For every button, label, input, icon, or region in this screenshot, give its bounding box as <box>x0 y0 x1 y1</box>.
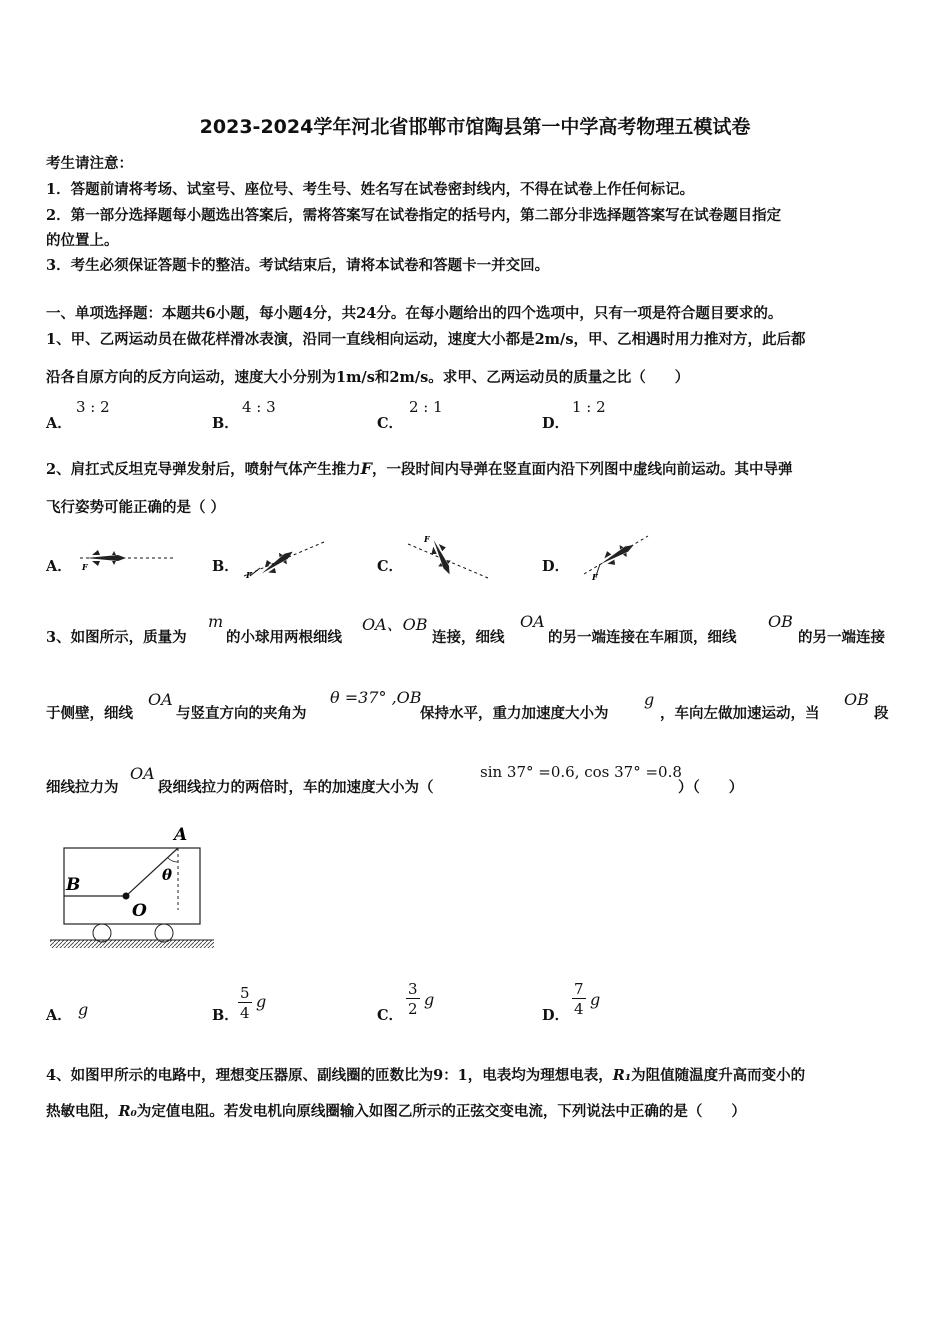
q1-option-c-value: 2 : 1 <box>409 398 443 416</box>
q3-math: θ =37° ,OB <box>330 688 422 707</box>
question-3-text: 段 <box>874 705 889 722</box>
question-3-text: 的小球用两根细线 <box>226 629 342 646</box>
section-heading: 一、单项选择题：本题共6小题，每小题4分，共24分。在每小题给出的四个选项中，只有一项是符合题目要求的。 <box>46 305 783 322</box>
question-3-text: 连接，细线 <box>432 629 505 646</box>
question-1-text: 1、甲、乙两运动员在做花样滑冰表演，沿同一直线相向运动，速度大小都是2m/s，甲、乙相遇时用力推对方，此后都 <box>46 331 806 348</box>
question-3-text: 细线拉力为 <box>46 779 119 796</box>
q2-option-a-label: A． <box>46 558 72 575</box>
notice-item: 的位置上。 <box>46 232 119 249</box>
q3-figure <box>46 822 218 952</box>
question-3-text: 与竖直方向的夹角为 <box>176 705 307 722</box>
force-label: F <box>246 570 252 580</box>
q3-math: OA <box>130 764 155 783</box>
q2-option-c-label: C． <box>377 558 404 575</box>
q3-option-c-var: g <box>424 990 435 1009</box>
question-3-text: ，车向左做加速运动，当 <box>660 705 820 722</box>
q1-option-b-label: B． <box>212 415 239 432</box>
q1-option-b-value: 4 : 3 <box>242 398 276 416</box>
q2-figure-b <box>240 532 330 582</box>
q1-option-c-label: C． <box>377 415 404 432</box>
label-o: O <box>132 901 147 921</box>
question-3-text: 于侧壁，细线 <box>46 705 133 722</box>
q1-option-d-label: D． <box>542 415 570 432</box>
question-3-text: 3、如图所示，质量为 <box>46 629 187 646</box>
question-3-text: ）（ ） <box>678 779 744 796</box>
q1-option-d-value: 1 : 2 <box>572 398 606 416</box>
question-4-text: 4、如图甲所示的电路中，理想变压器原、副线圈的匝数比为9：1，电表均为理想电表，R₁为阻值随温度升高而变小的 <box>46 1067 806 1084</box>
q3-option-b-label: B． <box>212 1007 239 1024</box>
q2-figure-a <box>76 540 176 574</box>
q2-option-d-label: D． <box>542 558 570 575</box>
question-2-text: 2、肩扛式反坦克导弹发射后，喷射气体产生推力F，一段时间内导弹在竖直面内沿下列图中虚线向前运动。其中导弹 <box>46 459 793 478</box>
q3-math: m <box>208 612 224 631</box>
force-label: F <box>424 534 430 544</box>
q3-option-b-fraction: $\frac{5}{4}$ <box>240 984 250 1022</box>
q2-figure-c <box>404 530 494 582</box>
notice-item: 1．答题前请将考场、试室号、座位号、考生号、姓名写在试卷密封线内，不得在试卷上作任何标记。 <box>46 181 695 198</box>
question-3-text: 段细线拉力的两倍时，车的加速度大小为（ <box>158 779 434 796</box>
q3-math: OB <box>768 612 793 631</box>
q1-option-a-value: 3 : 2 <box>76 398 110 416</box>
q3-option-d-label: D． <box>542 1007 570 1024</box>
q3-option-a-value: g <box>78 1000 89 1019</box>
q3-option-b-var: g <box>256 992 267 1011</box>
q3-math: OA、OB <box>362 615 428 634</box>
force-label: F <box>82 562 88 572</box>
q3-option-a-label: A． <box>46 1007 72 1024</box>
wheel <box>155 924 173 942</box>
force-label: F <box>592 572 598 582</box>
question-3-text: 的另一端连接 <box>798 629 885 646</box>
q3-math: OA <box>148 690 173 709</box>
q2-option-b-label: B． <box>212 558 239 575</box>
q3-math: OB <box>844 690 869 709</box>
question-2-text: 飞行姿势可能正确的是（ ） <box>46 499 226 516</box>
q3-math: g <box>644 690 655 709</box>
page-title: 2023-2024学年河北省邯郸市馆陶县第一中学高考物理五模试卷 <box>199 116 751 138</box>
ground <box>50 940 214 948</box>
wheel <box>93 924 111 942</box>
notice-item: 2．第一部分选择题每小题选出答案后，需将答案写在试卷指定的括号内，第二部分非选择题答案写在试卷题目指定 <box>46 207 782 224</box>
label-theta: θ <box>162 866 173 884</box>
q3-option-c-fraction: $\frac{3}{2}$ <box>408 980 418 1018</box>
q3-math: OA <box>520 612 545 631</box>
q3-option-d-fraction: $\frac{7}{4}$ <box>574 980 584 1018</box>
question-3-text: 的另一端连接在车厢顶，细线 <box>548 629 737 646</box>
label-a: A <box>174 825 188 845</box>
ball <box>123 893 130 900</box>
question-3-text: 保持水平，重力加速度大小为 <box>420 705 609 722</box>
question-4-text: 热敏电阻，R₀为定值电阻。若发电机向原线圈输入如图乙所示的正弦交变电流，下列说法中正确的是（ ） <box>46 1103 746 1120</box>
q3-math: sin 37° =0.6, cos 37° =0.8 <box>480 763 682 781</box>
notice-item: 3．考生必须保证答题卡的整洁。考试结束后，请将本试卷和答题卡一并交回。 <box>46 257 550 274</box>
label-b: B <box>66 875 81 895</box>
q3-option-d-var: g <box>590 990 601 1009</box>
q2-figure-d <box>578 530 668 582</box>
notice-heading: 考生请注意： <box>46 155 133 172</box>
question-1-text: 沿各自原方向的反方向运动，速度大小分别为1m/s和2m/s。求甲、乙两运动员的质量之比（ ） <box>46 369 690 386</box>
q1-option-a-label: A． <box>46 415 72 432</box>
q3-option-c-label: C． <box>377 1007 404 1024</box>
